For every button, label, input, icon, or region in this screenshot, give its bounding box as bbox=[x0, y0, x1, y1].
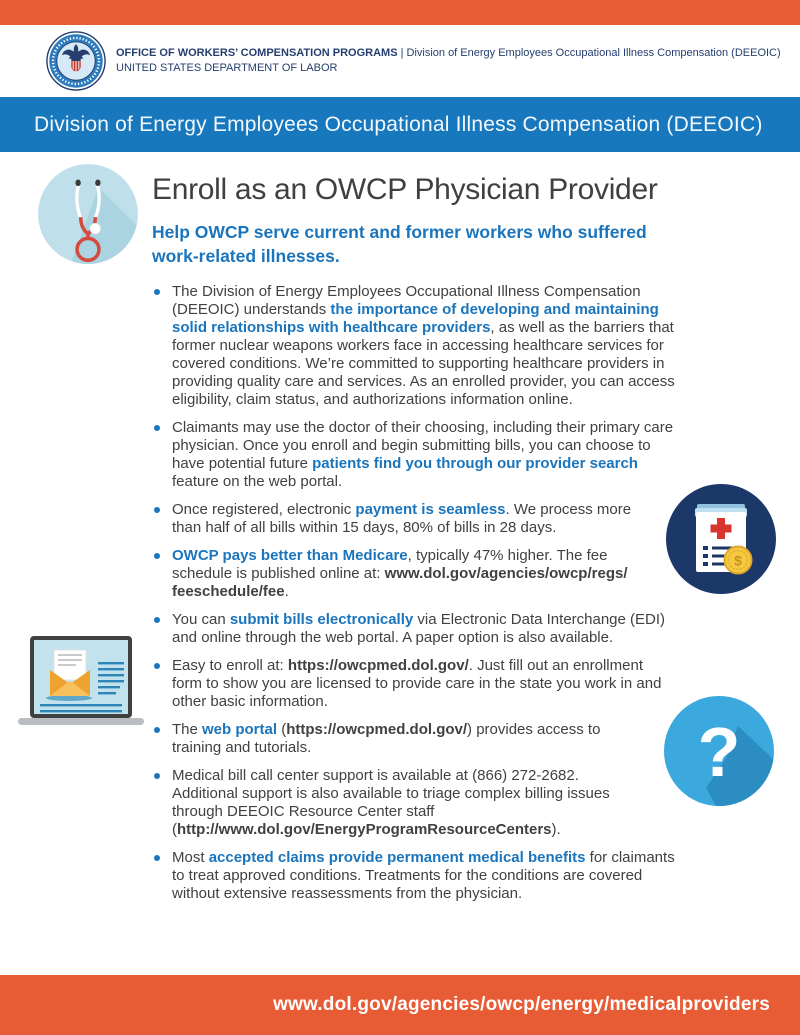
dol-seal-icon bbox=[46, 31, 106, 91]
bullet-text bbox=[172, 501, 772, 537]
bullet-text bbox=[172, 611, 677, 647]
bullet-list bbox=[152, 283, 772, 903]
bullet-text bbox=[172, 283, 677, 409]
header bbox=[0, 25, 800, 97]
header-line-office bbox=[116, 46, 781, 61]
stethoscope-icon bbox=[36, 162, 140, 266]
text-segment: Medical bill call center support is available at (866) 272-2682. Additional support is also available to triage complex billing issues through DEEOIC Resource Center staff ( bbox=[172, 767, 610, 838]
header-line-dept: UNITED STATES DEPARTMENT OF LABOR bbox=[116, 62, 338, 74]
page-title: Enroll as an OWCP Physician Provider bbox=[152, 173, 658, 206]
text-segment: The bbox=[172, 721, 203, 738]
bullet-item bbox=[152, 657, 772, 711]
text-segment: Claimants may use the doctor of their choosing, including their primary care physician. Once you enroll and begin submitting bills, you can choose to have potential future bbox=[172, 419, 674, 472]
text-segment: The Division of Energy Employees Occupational Illness Compensation (DEEOIC) understands bbox=[172, 283, 641, 318]
text-segment: . Just fill out an enrollment form to show you are licensed to provide care in the state you work in and other basic information. bbox=[172, 657, 662, 710]
text-segment: web portal bbox=[202, 721, 278, 738]
top-accent-bar bbox=[0, 0, 800, 25]
text-segment: . We process more than half of all bills within 15 days, 80% of bills in 28 days. bbox=[172, 501, 632, 536]
bullet-text bbox=[172, 547, 772, 601]
text-segment: OWCP pays better than Medicare bbox=[172, 547, 408, 564]
bullet-item bbox=[152, 283, 772, 409]
text-segment: , typically 47% higher. The fee schedule is published online at: bbox=[172, 547, 608, 582]
office-division: | Division of Energy Employees Occupational Illness Compensation (DEEOIC) bbox=[397, 47, 781, 59]
url-text[interactable]: www.dol.gov/agencies/owcp/regs/ bbox=[384, 565, 628, 582]
text-segment: Once registered, electronic bbox=[172, 501, 356, 518]
text-segment: via Electronic Data Interchange (EDI) and online through the web portal. A paper option is also available. bbox=[172, 611, 666, 646]
division-banner bbox=[0, 97, 800, 152]
text-segment: Easy to enroll at: bbox=[172, 657, 288, 674]
footer-bar bbox=[0, 975, 800, 1035]
text-segment: You can bbox=[172, 611, 230, 628]
text-segment: for claimants to treat approved conditions. Treatments for the conditions are covered without extensive reassessments from the physician. bbox=[172, 849, 675, 902]
bullet-text bbox=[172, 419, 677, 491]
url-text[interactable]: http://www.dol.gov/EnergyProgramResourceCenters bbox=[177, 821, 552, 838]
text-segment: payment is seamless bbox=[355, 501, 506, 518]
footer-url[interactable]: www.dol.gov/agencies/owcp/energy/medicalproviders bbox=[273, 994, 770, 1015]
url-text[interactable]: https://owcpmed.dol.gov/ bbox=[286, 721, 468, 738]
text-segment: ( bbox=[277, 721, 287, 738]
laptop-email-icon bbox=[10, 636, 150, 746]
bullet-item bbox=[152, 849, 772, 903]
bullet-item bbox=[152, 611, 772, 647]
bullet-item bbox=[152, 547, 772, 601]
text-segment: . bbox=[284, 583, 289, 600]
bullet-text bbox=[172, 657, 677, 711]
bullet-item bbox=[152, 767, 772, 839]
text-segment: accepted claims provide permanent medical benefits bbox=[208, 849, 586, 866]
text-segment: Most bbox=[172, 849, 209, 866]
bullet-text bbox=[172, 849, 677, 903]
text-segment: patients find you through our provider search bbox=[312, 455, 638, 472]
text-segment: , as well as the barriers that former nuclear weapons workers face in accessing healthcare services for covered conditions. We’re committed to supporting healthcare providers in providing quality care and services. As an enrolled provider, you can access eligibility, claim status, and authorizations information online. bbox=[172, 319, 675, 408]
office-name: OFFICE OF WORKERS’ COMPENSATION PROGRAMS bbox=[116, 47, 398, 59]
bullet-item bbox=[152, 419, 772, 491]
page-subtitle: Help OWCP serve current and former workers who suffered work-related illnesses. bbox=[152, 222, 647, 266]
text-segment: ). bbox=[551, 821, 561, 838]
text-segment: feature on the web portal. bbox=[172, 473, 343, 490]
svg-text:$: $ bbox=[734, 552, 742, 569]
bullet-item bbox=[152, 501, 772, 537]
text-segment: the importance of developing and maintaining solid relationships with healthcare providers bbox=[172, 301, 659, 336]
text-segment: submit bills electronically bbox=[229, 611, 414, 628]
header-text bbox=[116, 46, 781, 76]
bullet-text bbox=[172, 721, 772, 757]
svg-text:?: ? bbox=[697, 713, 741, 791]
banner-title: Division of Energy Employees Occupational Illness Compensation (DEEOIC) bbox=[34, 112, 763, 136]
main-content bbox=[0, 152, 800, 903]
url-text[interactable]: https://owcpmed.dol.gov/ bbox=[287, 657, 469, 674]
bullet-text bbox=[172, 767, 772, 839]
url-text[interactable]: feeschedule/fee bbox=[172, 583, 285, 600]
text-segment: ) provides access to training and tutorials. bbox=[172, 721, 601, 756]
bullet-item bbox=[152, 721, 772, 757]
